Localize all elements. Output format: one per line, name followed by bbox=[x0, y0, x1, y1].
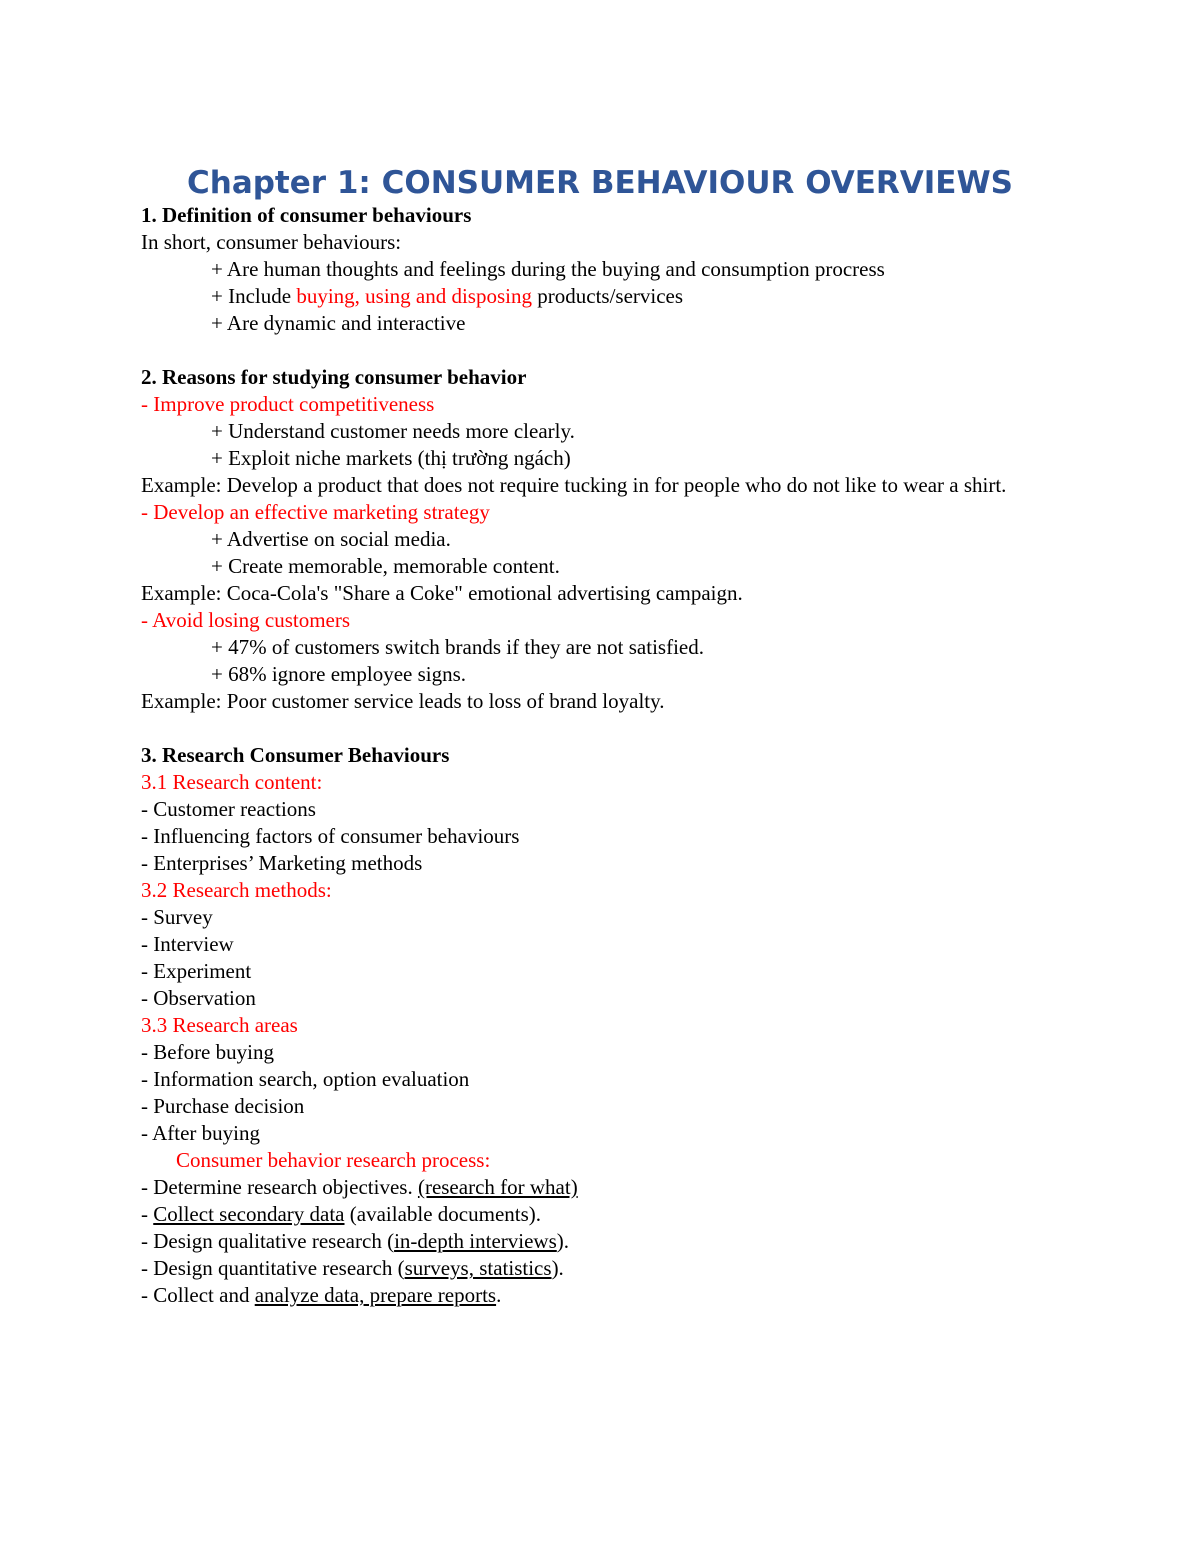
reason-2-bullet-2: + Create memorable, memorable content. bbox=[211, 554, 560, 578]
list-item: - Interview bbox=[141, 932, 234, 956]
list-item: - Observation bbox=[141, 986, 256, 1010]
subsection-3-1: 3.1 Research content: bbox=[141, 770, 323, 794]
step-text: - Determine research objectives. bbox=[141, 1175, 418, 1199]
section-1-bullet-3: + Are dynamic and interactive bbox=[211, 311, 466, 335]
list-item: - Purchase decision bbox=[141, 1094, 305, 1118]
bullet-2-highlight: buying, using and disposing bbox=[296, 284, 532, 308]
reason-2-example: Example: Coca-Cola's "Share a Coke" emotional advertising campaign. bbox=[141, 581, 743, 605]
bullet-2-prefix: + Include bbox=[211, 284, 297, 308]
list-item: - After buying bbox=[141, 1121, 260, 1145]
blank-line bbox=[141, 337, 1071, 364]
process-step-5 bbox=[141, 1282, 1071, 1309]
step-text: - Collect and bbox=[141, 1283, 255, 1307]
step-text-suffix: (available documents). bbox=[344, 1202, 542, 1226]
step-underlined-text: (research for what) bbox=[417, 1175, 578, 1199]
list-item: - Experiment bbox=[141, 959, 252, 983]
step-text: - Design qualitative research ( bbox=[141, 1229, 395, 1253]
list-item: - Customer reactions bbox=[141, 797, 316, 821]
bullet-2-suffix: products/services bbox=[532, 284, 684, 308]
process-step-1 bbox=[141, 1174, 1071, 1201]
reason-2-bullet-1: + Advertise on social media. bbox=[211, 527, 451, 551]
step-underlined-text: in-depth interviews bbox=[394, 1229, 557, 1253]
process-heading: Consumer behavior research process: bbox=[176, 1148, 491, 1172]
reason-1-bullet-1: + Understand customer needs more clearly. bbox=[211, 419, 575, 443]
step-text-suffix: ). bbox=[551, 1256, 564, 1280]
reason-3-example: Example: Poor customer service leads to loss of brand loyalty. bbox=[141, 689, 665, 713]
list-item: - Information search, option evaluation bbox=[141, 1067, 470, 1091]
step-underlined-text: surveys, statistics bbox=[404, 1256, 552, 1280]
blank-line bbox=[141, 715, 1071, 742]
list-item: - Influencing factors of consumer behaviours bbox=[141, 824, 520, 848]
document-body bbox=[141, 202, 1071, 1309]
chapter-title: Chapter 1: CONSUMER BEHAVIOUR OVERVIEWS bbox=[187, 165, 1013, 201]
section-1-bullet-1: + Are human thoughts and feelings during the buying and consumption procress bbox=[211, 257, 885, 281]
process-step-2 bbox=[141, 1201, 1071, 1228]
step-underlined-text: Collect secondary data bbox=[153, 1202, 345, 1226]
reason-3-bullet-1: + 47% of customers switch brands if they are not satisfied. bbox=[211, 635, 704, 659]
section-1-heading: 1. Definition of consumer behaviours bbox=[141, 203, 472, 227]
process-step-3 bbox=[141, 1228, 1071, 1255]
subsection-3-2: 3.2 Research methods: bbox=[141, 878, 332, 902]
section-2-heading: 2. Reasons for studying consumer behavior bbox=[141, 365, 527, 389]
reason-2: - Develop an effective marketing strategy bbox=[141, 500, 490, 524]
list-item: - Survey bbox=[141, 905, 213, 929]
step-text: - Design quantitative research ( bbox=[141, 1256, 405, 1280]
step-text: - bbox=[141, 1202, 154, 1226]
section-1-bullet-2 bbox=[141, 283, 1071, 310]
reason-3: - Avoid losing customers bbox=[141, 608, 351, 632]
process-step-4 bbox=[141, 1255, 1071, 1282]
step-text-suffix: . bbox=[496, 1283, 502, 1307]
reason-3-bullet-2: + 68% ignore employee signs. bbox=[211, 662, 467, 686]
reason-1-bullet-2: + Exploit niche markets (thị trường ngách) bbox=[211, 446, 571, 470]
section-1-intro: In short, consumer behaviours: bbox=[141, 230, 402, 254]
section-3-heading: 3. Research Consumer Behaviours bbox=[141, 743, 450, 767]
reason-1: - Improve product competitiveness bbox=[141, 392, 435, 416]
step-underlined-text: analyze data, prepare reports bbox=[254, 1283, 497, 1307]
reason-1-example: Example: Develop a product that does not require tucking in for people who do not like to wear a shirt. bbox=[141, 473, 1007, 497]
list-item: - Enterprises’ Marketing methods bbox=[141, 851, 423, 875]
list-item: - Before buying bbox=[141, 1040, 274, 1064]
subsection-3-3: 3.3 Research areas bbox=[141, 1013, 298, 1037]
step-text-suffix: ). bbox=[556, 1229, 570, 1253]
